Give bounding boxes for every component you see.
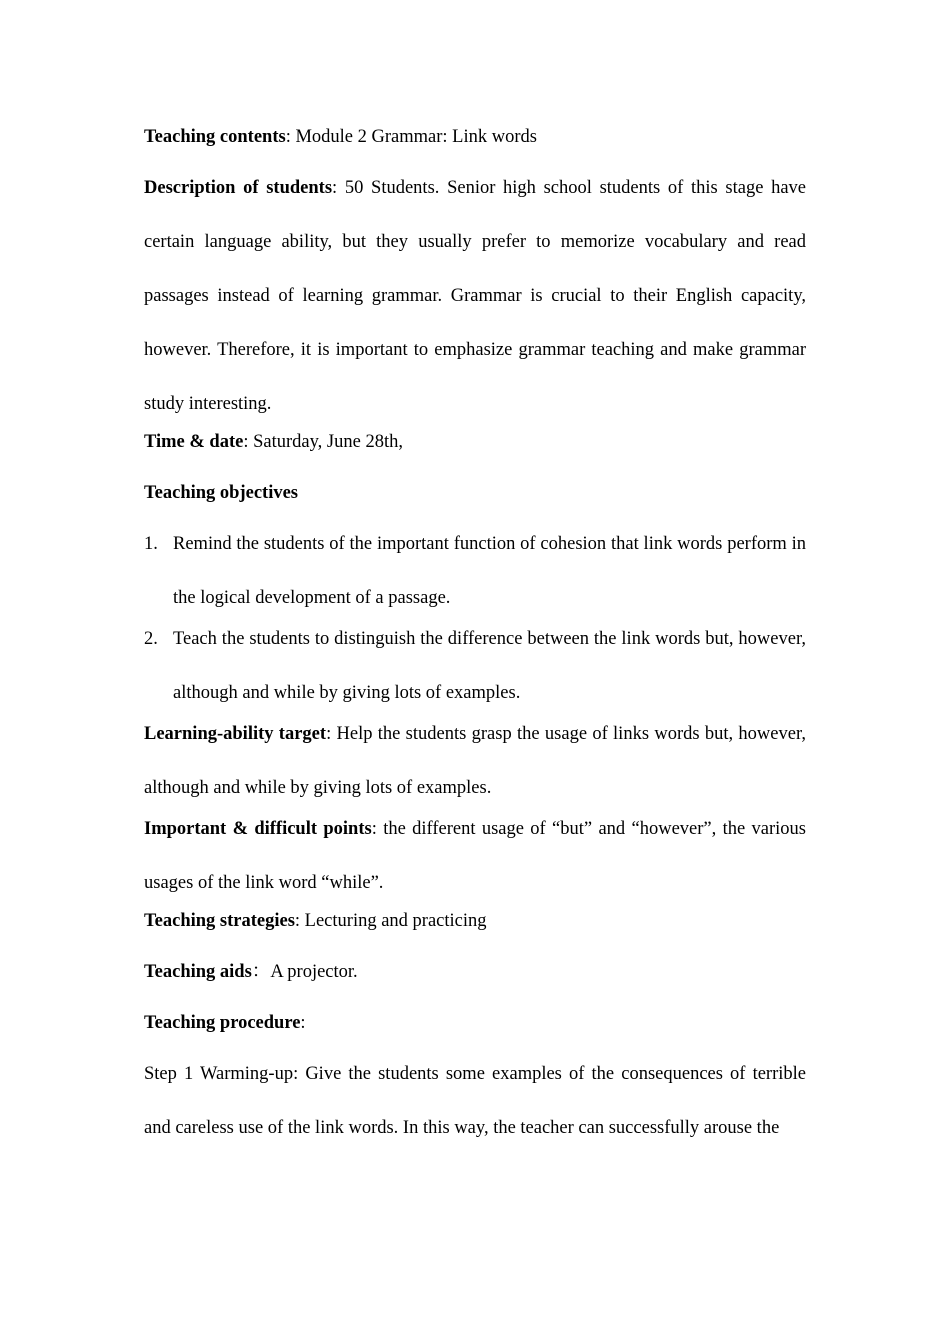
time-date-text: Saturday, June 28th, bbox=[253, 432, 403, 452]
procedure-label: Teaching procedure bbox=[144, 1013, 301, 1033]
strategies-line bbox=[144, 907, 806, 935]
learning-target-text: Help the students grasp the usage of links words but, however, although and while by giving lots of examples. bbox=[144, 724, 806, 798]
important-points-paragraph bbox=[144, 802, 806, 910]
learning-target-paragraph bbox=[144, 707, 806, 815]
teaching-contents-separator: : bbox=[285, 127, 296, 147]
aids-line bbox=[144, 958, 806, 986]
objective-item-1 bbox=[144, 517, 806, 625]
objectives-heading bbox=[144, 479, 806, 507]
objective-item-2 bbox=[144, 612, 806, 720]
time-date-separator: : bbox=[243, 432, 254, 452]
aids-text: A projector. bbox=[270, 962, 358, 982]
procedure-heading bbox=[144, 1009, 806, 1037]
description-separator: : bbox=[332, 178, 345, 198]
objective-number-1: 1. bbox=[144, 534, 158, 554]
important-points-text: the different usage of “but” and “however”, the various usages of the link word “while”. bbox=[144, 819, 807, 893]
objectives-label: Teaching objectives bbox=[144, 483, 298, 503]
learning-target-label: Learning-ability target bbox=[144, 724, 327, 744]
strategies-separator: : bbox=[294, 911, 305, 931]
important-points-separator: : bbox=[371, 819, 384, 839]
learning-target-separator: : bbox=[326, 724, 337, 744]
aids-label: Teaching aids bbox=[144, 962, 252, 982]
objective-text-2: Teach the students to distinguish the difference between the link words but, however, although and while by giving lots of examples. bbox=[173, 629, 806, 703]
time-date-line bbox=[144, 428, 806, 456]
time-date-label: Time & date bbox=[144, 432, 244, 452]
description-label: Description of students bbox=[144, 178, 333, 198]
strategies-label: Teaching strategies bbox=[144, 911, 295, 931]
teaching-contents-text: Module 2 Grammar: Link words bbox=[295, 127, 537, 147]
step1-text: Step 1 Warming-up: Give the students some examples of the consequences of terrible and careless use of the link words. In this way, the teacher can successfully arouse the bbox=[144, 1064, 806, 1138]
teaching-contents-label: Teaching contents bbox=[144, 127, 286, 147]
objective-number-2: 2. bbox=[144, 629, 158, 649]
document-body bbox=[144, 123, 806, 1152]
procedure-separator: : bbox=[300, 1013, 306, 1033]
aids-separator: ： bbox=[251, 962, 271, 982]
description-paragraph bbox=[144, 161, 806, 431]
teaching-contents-line bbox=[144, 123, 806, 151]
important-points-label: Important & difficult points bbox=[144, 819, 372, 839]
strategies-text: Lecturing and practicing bbox=[304, 911, 487, 931]
description-text: 50 Students. Senior high school students of this stage have certain language ability, but they usually prefer to memorize vocabulary and read passages instead of learning grammar. Grammar is crucial to their English capacity, however. Therefore, it is important to emphasize grammar teaching and make grammar study interesting. bbox=[144, 178, 807, 414]
step1-paragraph bbox=[144, 1047, 806, 1155]
objective-text-1: Remind the students of the important function of cohesion that link words perform in the logical development of a passage. bbox=[173, 534, 806, 608]
